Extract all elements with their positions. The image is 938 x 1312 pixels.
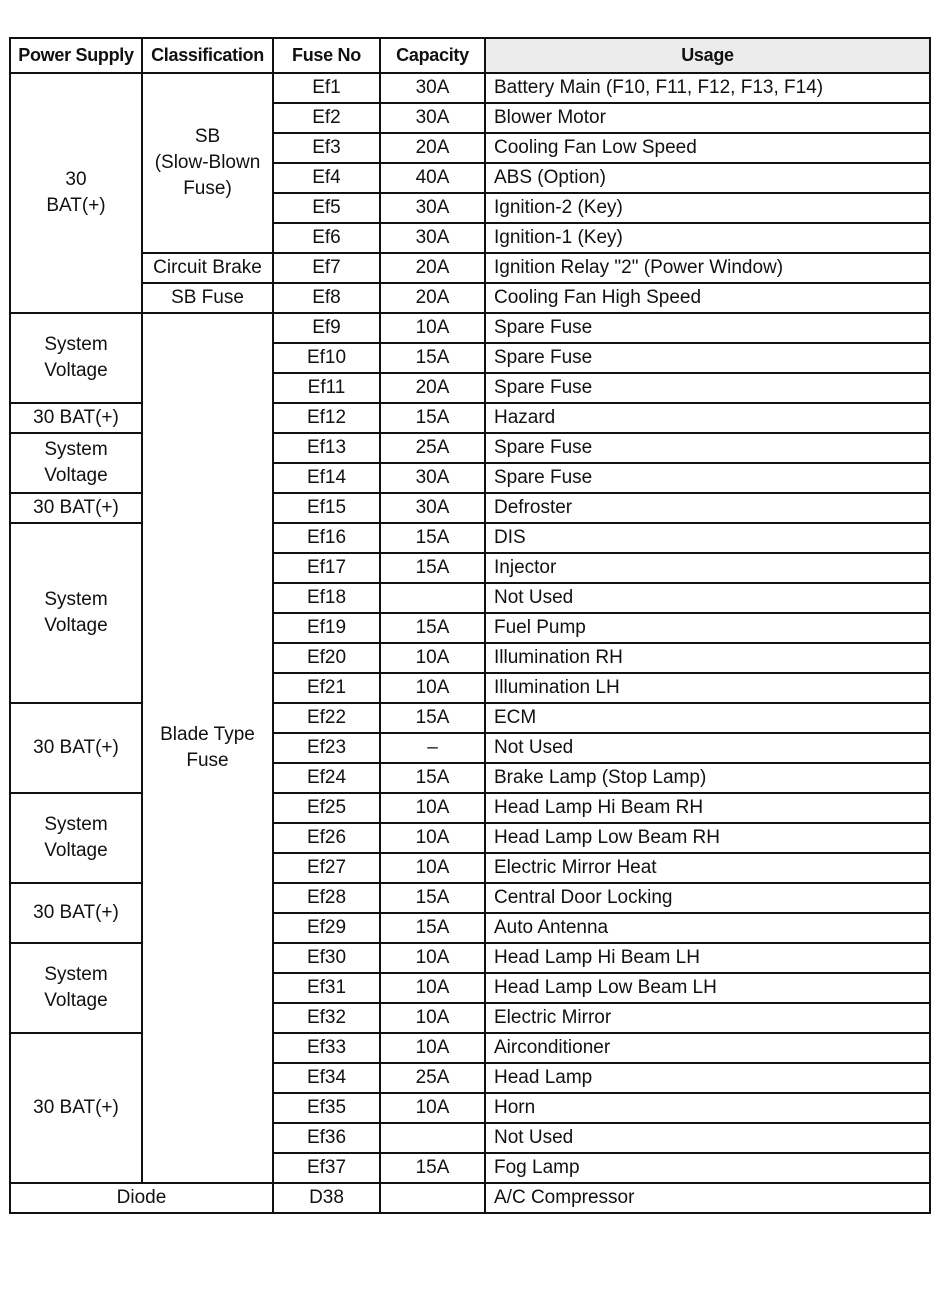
fuse-no-cell: Ef30 [273,943,380,973]
fuse-no-cell: Ef1 [273,73,380,103]
usage-cell: Cooling Fan Low Speed [485,133,930,163]
capacity-cell: 15A [380,763,485,793]
capacity-cell [380,583,485,613]
usage-cell: Injector [485,553,930,583]
fuse-no-cell: Ef24 [273,763,380,793]
power-supply-cell-line: Voltage [44,360,108,381]
capacity-cell: 10A [380,1093,485,1123]
fuse-no-cell: Ef22 [273,703,380,733]
fuse-no-cell: Ef2 [273,103,380,133]
capacity-cell: 10A [380,793,485,823]
power-supply-cell-line: 30 [65,169,87,190]
usage-cell: Ignition-1 (Key) [485,223,930,253]
usage-cell: Not Used [485,733,930,763]
capacity-cell: 30A [380,493,485,523]
power-supply-cell-line: Voltage [44,840,108,861]
fuse-no-cell: Ef31 [273,973,380,1003]
usage-cell: Cooling Fan High Speed [485,283,930,313]
capacity-cell: 15A [380,403,485,433]
power-supply-cell: Diode [10,1183,273,1213]
usage-cell: Electric Mirror [485,1003,930,1033]
power-supply-cell-line: System [44,439,108,460]
power-supply-cell [10,73,142,313]
fuse-no-cell: Ef37 [273,1153,380,1183]
fuse-no-cell: Ef9 [273,313,380,343]
fuse-no-cell: Ef20 [273,643,380,673]
power-supply-cell [10,523,142,703]
fuse-no-cell: Ef8 [273,283,380,313]
usage-cell: Defroster [485,493,930,523]
usage-cell: ECM [485,703,930,733]
usage-cell: Head Lamp [485,1063,930,1093]
table-row [10,253,930,283]
header-classification: Classification [142,38,273,73]
fuse-no-cell: D38 [273,1183,380,1213]
capacity-cell: 25A [380,1063,485,1093]
usage-cell: Illumination RH [485,643,930,673]
capacity-cell: 15A [380,523,485,553]
fuse-no-cell: Ef4 [273,163,380,193]
classification-cell-line: (Slow-Blown [154,152,261,173]
fuse-no-cell: Ef35 [273,1093,380,1123]
usage-cell: A/C Compressor [485,1183,930,1213]
capacity-cell: 15A [380,1153,485,1183]
power-supply-cell [10,793,142,883]
fuse-no-cell: Ef29 [273,913,380,943]
classification-cell-line: SB [194,126,221,147]
power-supply-cell-line: System [44,589,108,610]
table-row [10,1183,930,1213]
fuse-no-cell: Ef13 [273,433,380,463]
usage-cell: DIS [485,523,930,553]
usage-cell: Fog Lamp [485,1153,930,1183]
capacity-cell: 10A [380,853,485,883]
usage-cell: Spare Fuse [485,433,930,463]
header-power-supply: Power Supply [10,38,142,73]
power-supply-cell-line: System [44,964,108,985]
capacity-cell: 15A [380,613,485,643]
capacity-cell: 40A [380,163,485,193]
usage-cell: Spare Fuse [485,463,930,493]
capacity-cell [380,1123,485,1153]
capacity-cell: 20A [380,133,485,163]
header-capacity: Capacity [380,38,485,73]
capacity-cell: 10A [380,643,485,673]
capacity-cell: 15A [380,343,485,373]
header-row [10,38,930,73]
power-supply-cell: 30 BAT(+) [10,703,142,793]
classification-cell [142,73,273,253]
fuse-no-cell: Ef10 [273,343,380,373]
fuse-no-cell: Ef3 [273,133,380,163]
usage-cell: Not Used [485,583,930,613]
header-fuse-no: Fuse No [273,38,380,73]
table-row [10,283,930,313]
fuse-no-cell: Ef34 [273,1063,380,1093]
usage-cell: Illumination LH [485,673,930,703]
fuse-no-cell: Ef14 [273,463,380,493]
capacity-cell: 20A [380,253,485,283]
header-usage: Usage [485,38,930,73]
fuse-no-cell: Ef33 [273,1033,380,1063]
fuse-no-cell: Ef27 [273,853,380,883]
capacity-cell: 15A [380,883,485,913]
usage-cell: Battery Main (F10, F11, F12, F13, F14) [485,73,930,103]
fuse-no-cell: Ef7 [273,253,380,283]
power-supply-cell [10,313,142,403]
usage-cell: Head Lamp Hi Beam LH [485,943,930,973]
power-supply-cell-line: System [44,814,108,835]
fuse-no-cell: Ef16 [273,523,380,553]
usage-cell: Head Lamp Low Beam LH [485,973,930,1003]
fuse-table [9,37,931,1214]
fuse-no-cell: Ef12 [273,403,380,433]
classification-cell: SB Fuse [142,283,273,313]
power-supply-cell [10,943,142,1033]
usage-cell: Brake Lamp (Stop Lamp) [485,763,930,793]
capacity-cell: 20A [380,283,485,313]
capacity-cell: 15A [380,913,485,943]
classification-cell: Circuit Brake [142,253,273,283]
power-supply-cell-line: System [44,334,108,355]
fuse-no-cell: Ef21 [273,673,380,703]
usage-cell: Electric Mirror Heat [485,853,930,883]
capacity-cell: 10A [380,313,485,343]
capacity-cell: 10A [380,823,485,853]
capacity-cell: 10A [380,1033,485,1063]
capacity-cell: 10A [380,673,485,703]
fuse-no-cell: Ef25 [273,793,380,823]
usage-cell: Head Lamp Hi Beam RH [485,793,930,823]
classification-cell [142,313,273,1183]
usage-cell: Blower Motor [485,103,930,133]
usage-cell: Hazard [485,403,930,433]
power-supply-cell: 30 BAT(+) [10,1033,142,1183]
usage-cell: Spare Fuse [485,343,930,373]
capacity-cell: 25A [380,433,485,463]
capacity-cell: 30A [380,193,485,223]
capacity-cell: 20A [380,373,485,403]
usage-cell: Ignition Relay "2" (Power Window) [485,253,930,283]
table-row [10,313,930,343]
power-supply-cell-line: Voltage [44,990,108,1011]
usage-cell: Head Lamp Low Beam RH [485,823,930,853]
power-supply-cell-line: Voltage [44,465,108,486]
fuse-no-cell: Ef32 [273,1003,380,1033]
classification-cell-line: Blade Type [160,724,255,745]
power-supply-cell: 30 BAT(+) [10,883,142,943]
usage-cell: Spare Fuse [485,313,930,343]
usage-cell: Airconditioner [485,1033,930,1063]
power-supply-cell-line: BAT(+) [46,195,106,216]
power-supply-cell-line: Voltage [44,615,108,636]
fuse-no-cell: Ef36 [273,1123,380,1153]
usage-cell: Not Used [485,1123,930,1153]
capacity-cell: 10A [380,1003,485,1033]
classification-cell-line: Fuse) [183,178,232,199]
fuse-no-cell: Ef26 [273,823,380,853]
usage-cell: Fuel Pump [485,613,930,643]
usage-cell: Horn [485,1093,930,1123]
classification-cell-line: Fuse [186,750,229,771]
usage-cell: Ignition-2 (Key) [485,193,930,223]
fuse-no-cell: Ef19 [273,613,380,643]
usage-cell: Central Door Locking [485,883,930,913]
fuse-no-cell: Ef6 [273,223,380,253]
capacity-cell: 30A [380,103,485,133]
power-supply-cell: 30 BAT(+) [10,493,142,523]
fuse-no-cell: Ef18 [273,583,380,613]
usage-cell: ABS (Option) [485,163,930,193]
fuse-no-cell: Ef11 [273,373,380,403]
capacity-cell: 15A [380,553,485,583]
capacity-cell: 10A [380,973,485,1003]
usage-cell: Spare Fuse [485,373,930,403]
capacity-cell: 30A [380,463,485,493]
fuse-no-cell: Ef5 [273,193,380,223]
capacity-cell: 15A [380,703,485,733]
fuse-no-cell: Ef15 [273,493,380,523]
power-supply-cell: 30 BAT(+) [10,403,142,433]
capacity-cell: – [380,733,485,763]
fuse-no-cell: Ef17 [273,553,380,583]
capacity-cell: 30A [380,73,485,103]
capacity-cell [380,1183,485,1213]
capacity-cell: 10A [380,943,485,973]
capacity-cell: 30A [380,223,485,253]
fuse-no-cell: Ef28 [273,883,380,913]
table-row [10,73,930,103]
power-supply-cell [10,433,142,493]
fuse-no-cell: Ef23 [273,733,380,763]
usage-cell: Auto Antenna [485,913,930,943]
